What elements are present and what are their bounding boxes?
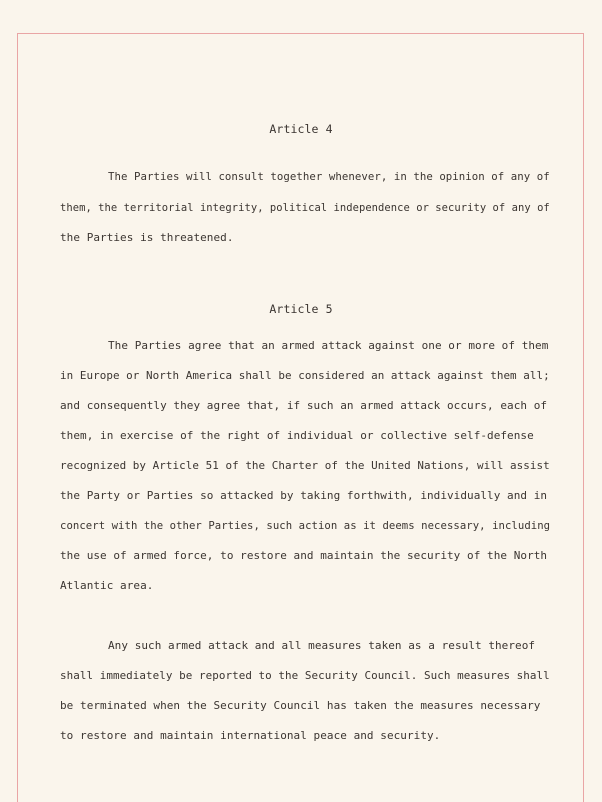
article-5-para-1-line-3: and consequently they agree that, if such an armed attack occurs, each of <box>60 399 548 412</box>
article-4-para-1-line-1: The Parties will consult together whenever, in the opinion of any of <box>108 170 550 183</box>
article-5-para-1-line-1: The Parties agree that an armed attack against one or more of them <box>108 339 549 352</box>
article-5-para-2-line-4: to restore and maintain international peace and security. <box>60 729 441 742</box>
article-5-para-1-line-2: in Europe or North America shall be considered an attack against them all; <box>60 369 550 382</box>
article-5-para-2-line-2: shall immediately be reported to the Security Council. Such measures shall <box>60 669 550 682</box>
article-5-para-1-line-6: the Party or Parties so attacked by taking forthwith, individually and in <box>60 489 548 502</box>
article-5-para-1-line-7: concert with the other Parties, such action as it deems necessary, including <box>60 519 551 532</box>
article-5-para-1-line-4: them, in exercise of the right of individual or collective self-defense <box>60 429 534 442</box>
article-5-para-1-line-8: the use of armed force, to restore and maintain the security of the North <box>60 549 548 562</box>
article-5-para-1-line-9: Atlantic area. <box>60 579 154 592</box>
article-5-para-2-line-1: Any such armed attack and all measures taken as a result thereof <box>108 639 536 652</box>
page-border <box>17 33 584 802</box>
article-4-heading: Article 4 <box>269 122 333 136</box>
article-5-para-2-line-3: be terminated when the Security Council has taken the measures necessary <box>60 699 541 712</box>
article-4-para-1-line-3: the Parties is threatened. <box>60 231 234 244</box>
article-4-para-1-line-2: them, the territorial integrity, political independence or security of any of <box>60 201 550 214</box>
article-5-heading: Article 5 <box>269 302 333 316</box>
article-5-para-1-line-5: recognized by Article 51 of the Charter of the United Nations, will assist <box>60 459 550 472</box>
